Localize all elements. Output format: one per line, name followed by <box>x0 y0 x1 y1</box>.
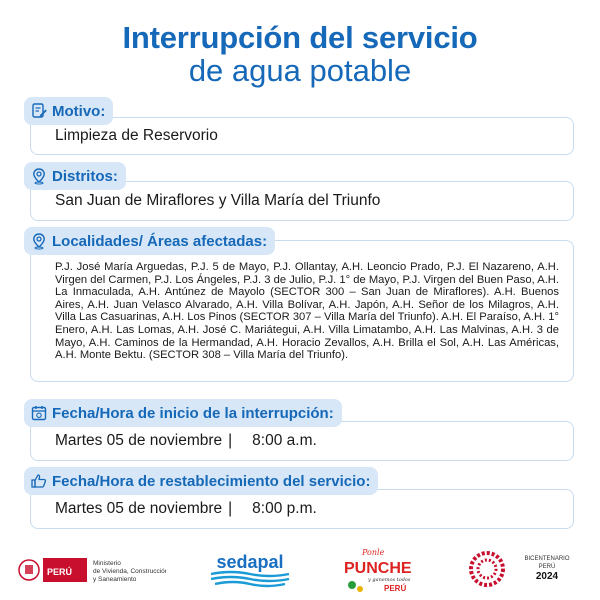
motivo-label <box>24 97 113 125</box>
thumbs-up-icon <box>30 472 48 490</box>
restablecimiento-label <box>24 467 378 495</box>
ponle-line-2: PUNCHE <box>344 560 412 577</box>
ponle-line-3: y ganemos todos <box>368 577 411 583</box>
calendar-icon <box>30 404 48 422</box>
distritos-label-text: Distritos: <box>52 167 118 185</box>
footer-logos <box>0 545 600 595</box>
restablecimiento-separator: | <box>228 500 233 517</box>
ministerio-line-2: de Vivienda, Construcción <box>93 568 166 575</box>
restablecimiento-date: Martes 05 de noviembre <box>55 500 223 517</box>
ministerio-line-3: y Saneamiento <box>93 576 137 583</box>
distritos-value: San Juan de Miraflores y Villa María del Triunfo <box>55 192 381 209</box>
page-title <box>0 22 600 87</box>
bicentenario-logo <box>465 547 585 593</box>
inicio-label <box>24 399 342 427</box>
inicio-date: Martes 05 de noviembre <box>55 432 223 449</box>
localidades-value-box <box>30 240 574 382</box>
restablecimiento-time: 8:00 p.m. <box>252 500 317 517</box>
location-pin-icon <box>30 232 48 250</box>
inicio-label-text: Fecha/Hora de inicio de la interrupción: <box>52 404 334 422</box>
localidades-label-text: Localidades/ Áreas afectadas: <box>52 232 268 250</box>
motivo-value: Limpieza de Reservorio <box>55 127 218 144</box>
sedapal-logo <box>205 550 295 590</box>
ponle-punche-logo <box>338 545 418 595</box>
ministerio-line-1: Ministerio <box>93 560 121 567</box>
ministerio-badge: PERÚ <box>47 567 73 577</box>
bicentenario-line-1: BICENTENARIO <box>524 556 570 562</box>
motivo-label-text: Motivo: <box>52 102 106 120</box>
inicio-value-box <box>30 421 574 461</box>
motivo-value-box <box>30 117 574 155</box>
title-line-1: Interrupción del servicio <box>122 20 478 55</box>
sedapal-wordmark: sedapal <box>216 552 284 572</box>
distritos-label <box>24 162 126 190</box>
inicio-time: 8:00 a.m. <box>252 432 317 449</box>
restablecimiento-value-box <box>30 489 574 529</box>
bicentenario-line-2: PERÚ <box>538 564 556 570</box>
title-line-2: de agua potable <box>188 52 412 88</box>
bicentenario-line-3: 2024 <box>535 571 559 582</box>
document-edit-icon <box>30 102 48 120</box>
inicio-separator: | <box>228 432 233 449</box>
restablecimiento-label-text: Fecha/Hora de restablecimiento del servicio: <box>52 472 371 490</box>
localidades-value: P.J. José María Arguedas, P.J. 5 de Mayo, P.J. Ollantay, A.H. Leoncio Prado, P.J. El Nazareno, A.H. Virgen del Carmen, P.J. Los Ángeles, P.J. 3 de Julio, P.J. 1° de Mayo, P.J. Virgen del Buen Paso, A.H. La Inmaculada, A.H. Antúnez de Mayolo (SECTOR 300 – San Juan de Miraflores). A.H. Buenos Aires, A.H. Juan Velasco Alvarado, A.H. Villa Bolívar, A.H. Japón, A.H. Señor de los Milagros, A.H. Villa Las Casuarinas, A.H. Los Pinos (SECTOR 307 – Villa María del Triunfo). A.H. El Paraíso, A.H. 1° Enero, A.H. Las Lomas, A.H. José C. Mariátegui, A.H. Villa Limatambo, A.H. Las Malvinas, A.H. 3 de Mayo, A.H. Caminos de la Hermandad, A.H. Horacio Zevallos, A.H. Brilla el Sol, A.H. Las Américas, A.H. Monte Bektu. (SECTOR 308 – Villa María del Triunfo). <box>55 261 559 362</box>
ministerio-logo <box>16 555 166 587</box>
location-pin-icon <box>30 167 48 185</box>
ponle-line-1: Ponle <box>362 548 385 557</box>
localidades-label <box>24 227 275 255</box>
ponle-line-4: PERÚ <box>384 584 407 593</box>
